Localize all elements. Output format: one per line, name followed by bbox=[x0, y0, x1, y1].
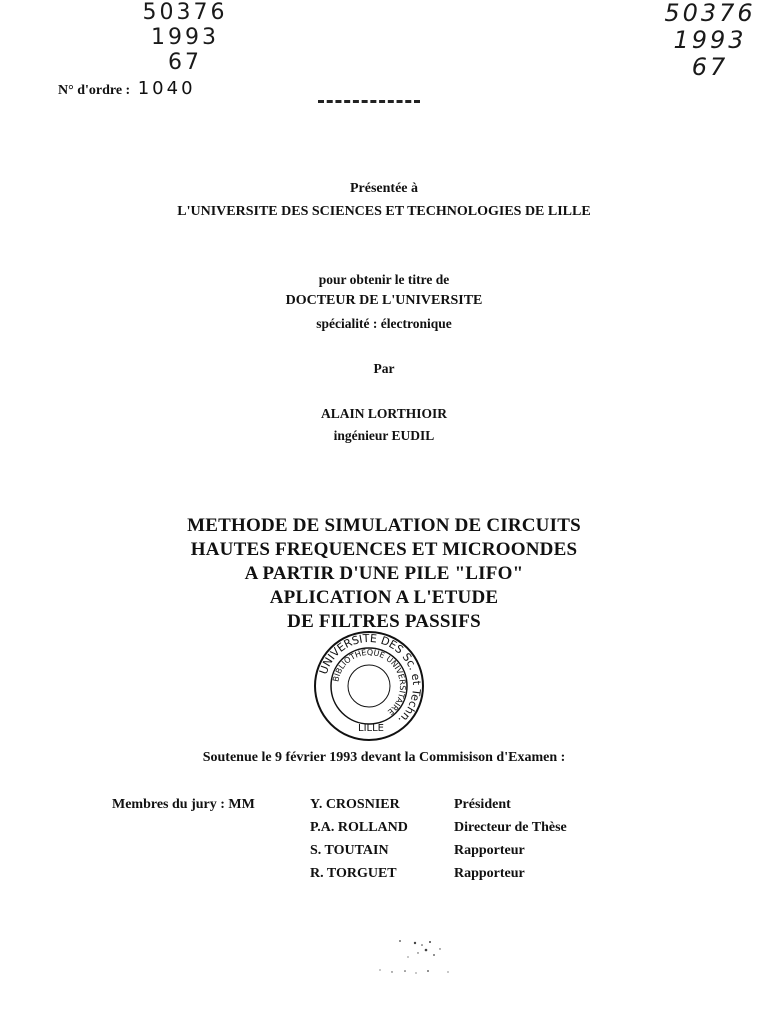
handwritten-call-number-left bbox=[120, 0, 250, 75]
stamp-inner-text: BIBLIOTHEQUE UNIVERSITAIRE bbox=[331, 647, 408, 717]
title-line: APLICATION A L'ETUDE bbox=[269, 587, 499, 608]
dashed-rule bbox=[318, 100, 420, 106]
handwritten-line: 1993 bbox=[151, 25, 219, 50]
stamp-outer-text: UNIVERSITE DES Sc. et Techn. bbox=[316, 631, 424, 727]
handwritten-line: 67 bbox=[168, 50, 202, 75]
author-title: ingénieur EUDIL bbox=[333, 428, 435, 443]
handwritten-line: 50376 bbox=[664, 0, 756, 27]
author-name: ALAIN LORTHIOIR bbox=[321, 406, 447, 421]
jury-member-name: P.A. ROLLAND bbox=[310, 820, 408, 835]
jury-member-name: Y. CROSNIER bbox=[310, 797, 400, 812]
scan-specks bbox=[360, 935, 470, 980]
jury-member-name: R. TORGUET bbox=[310, 866, 397, 881]
handwritten-line: 67 bbox=[691, 53, 729, 81]
thesis-title bbox=[0, 514, 768, 634]
jury-roles bbox=[454, 793, 567, 885]
degree-title: DOCTEUR DE L'UNIVERSITE bbox=[285, 293, 483, 308]
defense-statement: Soutenue le 9 février 1993 devant la Commisison d'Examen : bbox=[202, 750, 566, 765]
degree-intro: pour obtenir le titre de bbox=[318, 272, 450, 287]
specialty: spécialité : électronique bbox=[316, 316, 452, 331]
title-line: A PARTIR D'UNE PILE "LIFO" bbox=[244, 563, 524, 584]
handwritten-call-number-right bbox=[660, 0, 760, 81]
jury-member-role: Rapporteur bbox=[454, 866, 525, 881]
handwritten-line: 1993 bbox=[673, 26, 747, 54]
jury-member-role: Rapporteur bbox=[454, 843, 525, 858]
jury-member-role: Président bbox=[454, 797, 511, 812]
stamp-city-text: LILLE bbox=[358, 723, 384, 734]
by-label: Par bbox=[373, 361, 395, 376]
order-number-label: N° d'ordre : bbox=[58, 83, 131, 98]
library-stamp bbox=[313, 630, 425, 742]
jury-names bbox=[310, 793, 408, 885]
title-line: METHODE DE SIMULATION DE CIRCUITS bbox=[187, 515, 581, 536]
university-name: L'UNIVERSITE DES SCIENCES ET TECHNOLOGIES DE LILLE bbox=[177, 204, 591, 219]
handwritten-line: 50376 bbox=[142, 0, 228, 25]
title-line: DE FILTRES PASSIFS bbox=[287, 611, 481, 632]
jury-member-role: Directeur de Thèse bbox=[454, 820, 567, 835]
presented-to: Présentée à bbox=[349, 181, 419, 196]
jury-label: Membres du jury : MM bbox=[112, 797, 255, 812]
title-line: HAUTES FREQUENCES ET MICROONDES bbox=[190, 539, 578, 560]
order-number bbox=[58, 78, 196, 99]
order-number-value: 1040 bbox=[137, 78, 196, 99]
jury-member-name: S. TOUTAIN bbox=[310, 843, 389, 858]
